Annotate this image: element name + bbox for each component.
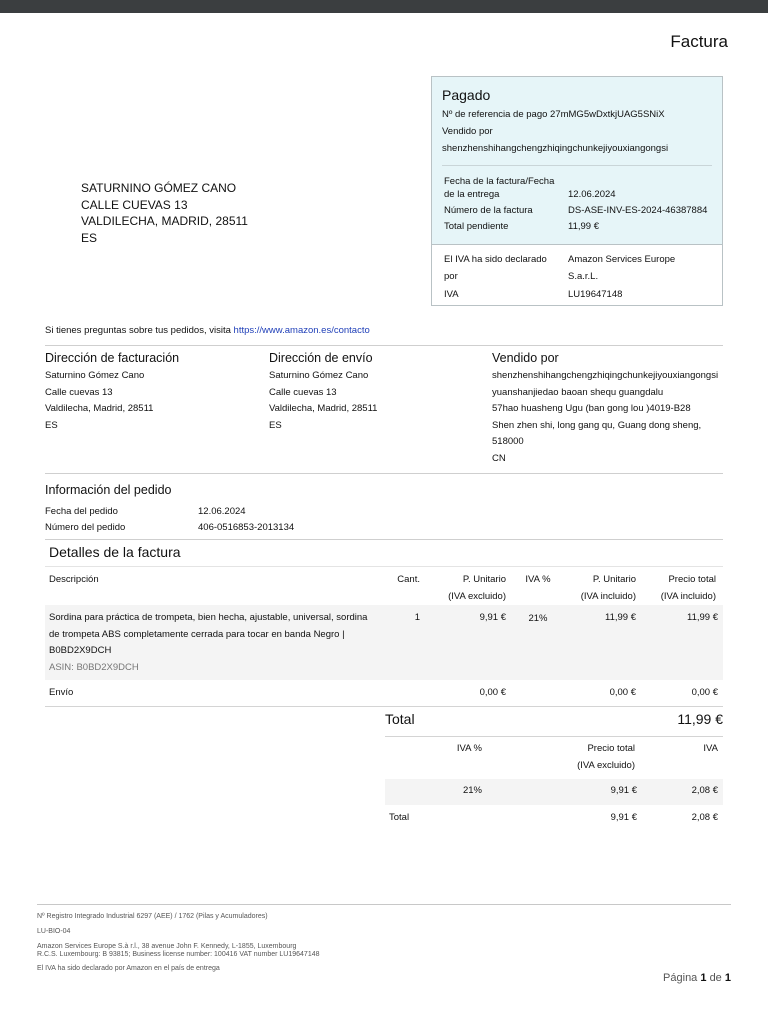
divider <box>45 539 723 540</box>
footer-registry: Nº Registro Integrado Industrial 6297 (AEE) / 1762 (Pilas y Acumuladores) <box>37 913 268 920</box>
shipping-line: ES <box>269 419 282 431</box>
invoice-date-label-line2: de la entrega <box>444 189 500 200</box>
order-date-value: 12.06.2024 <box>198 506 246 517</box>
footer-company-registration: R.C.S. Luxembourg: B 93815; Business license number: 100416 VAT number LU19647148 <box>37 951 320 958</box>
vat-declared-value-line2: S.a.r.L. <box>568 271 599 282</box>
payment-summary-top <box>432 77 722 245</box>
vat-summary-col-price <box>555 741 635 774</box>
vat-declared-label-line2: por <box>444 271 458 282</box>
order-number-value: 406-0516853-2013134 <box>198 522 295 533</box>
divider <box>45 345 723 346</box>
shipping-total-price: 0,00 € <box>691 687 718 698</box>
item-description-line: Sordina para práctica de trompeta, bien hecha, ajustable, universal, sordina <box>49 612 368 623</box>
vat-label: IVA <box>444 289 459 300</box>
divider <box>442 165 712 166</box>
col-total-price <box>640 572 716 605</box>
billing-heading: Dirección de facturación <box>45 351 180 365</box>
footer-company-address: Amazon Services Europe S.à r.l., 38 avenue John F. Kennedy, L-1855, Luxembourg <box>37 943 297 950</box>
item-total-price: 11,99 € <box>687 612 718 623</box>
item-description-line: B0BD2X9DCH <box>49 645 112 656</box>
item-asin: ASIN: B0BD2X9DCH <box>49 661 139 673</box>
col-description: Descripción <box>49 574 99 585</box>
vat-declared-label-line1: El IVA ha sido declarado <box>444 254 547 265</box>
document-title: Factura <box>670 32 728 51</box>
col-unit-price-incl-line2: (IVA incluido) <box>580 590 636 602</box>
page-indicator <box>663 972 731 984</box>
vat-summary-total-price: 9,91 € <box>610 812 637 823</box>
shipping-row-label: Envío <box>49 687 74 698</box>
col-quantity: Cant. <box>397 574 420 585</box>
vat-summary-col-vat: IVA <box>703 743 718 754</box>
invoice-date-label <box>444 175 554 201</box>
footer-lu-bio: LU-BIO-04 <box>37 928 71 935</box>
col-unit-price-incl <box>560 572 636 605</box>
shipping-address <box>269 368 377 434</box>
order-date-label: Fecha del pedido <box>45 506 118 517</box>
contact-text: Si tienes preguntas sobre tus pedidos, visita <box>45 325 231 336</box>
recipient-address <box>81 180 248 246</box>
col-unit-price-excl <box>430 572 506 605</box>
divider <box>45 566 723 567</box>
divider <box>45 706 723 707</box>
vat-declared-value <box>568 251 675 285</box>
invoice-total-label: Total <box>385 711 415 727</box>
invoice-number-value: DS-ASE-INV-ES-2024-46387884 <box>568 205 708 216</box>
footer-vat-note: El IVA ha sido declarado por Amazon en el país de entrega <box>37 965 220 972</box>
item-vat-percent: 21% <box>528 613 548 624</box>
vat-value: LU19647148 <box>568 289 623 300</box>
recipient-street: CALLE CUEVAS 13 <box>81 197 188 212</box>
page-current: 1 <box>700 972 707 984</box>
vat-summary-row-price: 9,91 € <box>610 785 637 796</box>
item-unit-price-incl: 11,99 € <box>605 612 636 623</box>
payment-status: Pagado <box>442 87 491 103</box>
billing-line: Saturnino Gómez Cano <box>45 370 145 381</box>
sold-by-name: shenzhenshihangchengzhiqingchunkejiyouxiangongsi <box>442 143 669 154</box>
seller-line: 57hao huasheng Ugu (ban gong lou )4019-B28 <box>492 403 691 415</box>
vat-summary-col-price-line2: (IVA excluido) <box>577 759 635 771</box>
vat-summary-col-price-line1: Precio total <box>587 743 635 754</box>
seller-line: shenzhenshihangchengzhiqingchunkejiyouxiangongsi <box>492 370 719 381</box>
order-number-label: Número del pedido <box>45 522 126 533</box>
vat-declared-value-line1: Amazon Services Europe <box>568 254 676 265</box>
order-info-heading: Información del pedido <box>45 483 172 497</box>
payment-reference: Nº de referencia de pago 27mMG5wDxtkjUAG5SNiX <box>442 109 665 120</box>
page-of: de <box>709 972 722 984</box>
item-quantity: 1 <box>414 612 420 623</box>
vat-declared-label <box>444 251 547 285</box>
shipping-line: Valdilecha, Madrid, 28511 <box>269 403 378 415</box>
billing-address <box>45 368 153 434</box>
shipping-heading: Dirección de envío <box>269 351 373 365</box>
seller-address <box>492 368 718 468</box>
item-description-line: de trompeta ABS completamente cerrada para tocar en banda Negro | <box>49 628 345 640</box>
seller-heading: Vendido por <box>492 351 559 365</box>
vat-summary-total-vat: 2,08 € <box>691 812 718 823</box>
seller-line: yuanshanjiedao baoan shequ guangdalu <box>492 386 664 398</box>
vat-summary-row-percent: 21% <box>462 785 482 796</box>
seller-line: CN <box>492 452 506 464</box>
billing-line: ES <box>45 419 58 431</box>
col-unit-price-incl-line1: P. Unitario <box>592 574 636 585</box>
pending-value: 11,99 € <box>568 221 599 232</box>
page-total: 1 <box>724 972 731 984</box>
seller-line: Shen zhen shi, long gang qu, Guang dong sheng, <box>492 419 702 431</box>
invoice-date-label-line1: Fecha de la factura/Fecha <box>444 176 555 187</box>
sold-by-label: Vendido por <box>442 126 493 137</box>
pending-label: Total pendiente <box>444 221 509 232</box>
item-description <box>49 610 379 676</box>
col-total-price-line1: Precio total <box>668 574 716 585</box>
shipping-line: Saturnino Gómez Cano <box>269 370 369 381</box>
col-vat-percent: IVA % <box>525 574 551 585</box>
shipping-line: Calle cuevas 13 <box>269 386 337 398</box>
recipient-country: ES <box>81 230 98 245</box>
vat-summary-col-percent: IVA % <box>456 743 482 754</box>
divider <box>385 736 723 737</box>
seller-line: 518000 <box>492 436 524 448</box>
shipping-unit-price-excl: 0,00 € <box>479 687 506 698</box>
billing-line: Calle cuevas 13 <box>45 386 113 398</box>
contact-line <box>45 325 370 336</box>
col-total-price-line2: (IVA incluido) <box>660 590 716 602</box>
vat-summary-row-vat: 2,08 € <box>691 785 718 796</box>
col-unit-price-excl-line1: P. Unitario <box>462 574 506 585</box>
contact-link[interactable]: https://www.amazon.es/contacto <box>233 325 370 336</box>
invoice-date-value: 12.06.2024 <box>568 189 616 200</box>
invoice-total-value: 11,99 € <box>677 711 723 727</box>
billing-line: Valdilecha, Madrid, 28511 <box>45 403 154 415</box>
shipping-unit-price-incl: 0,00 € <box>609 687 636 698</box>
invoice-number-label: Número de la factura <box>444 205 533 216</box>
recipient-city: VALDILECHA, MADRID, 28511 <box>81 214 248 228</box>
col-unit-price-excl-line2: (IVA excluido) <box>448 590 506 602</box>
invoice-details-heading: Detalles de la factura <box>49 544 181 560</box>
item-unit-price-excl: 9,91 € <box>479 612 506 623</box>
vat-summary-total-label: Total <box>389 812 410 823</box>
page-word: Página <box>663 972 698 984</box>
payment-summary-box <box>431 76 723 306</box>
divider <box>45 473 723 474</box>
footer-divider <box>37 904 731 905</box>
top-bar <box>0 0 768 13</box>
recipient-name: SATURNINO GÓMEZ CANO <box>81 181 237 195</box>
